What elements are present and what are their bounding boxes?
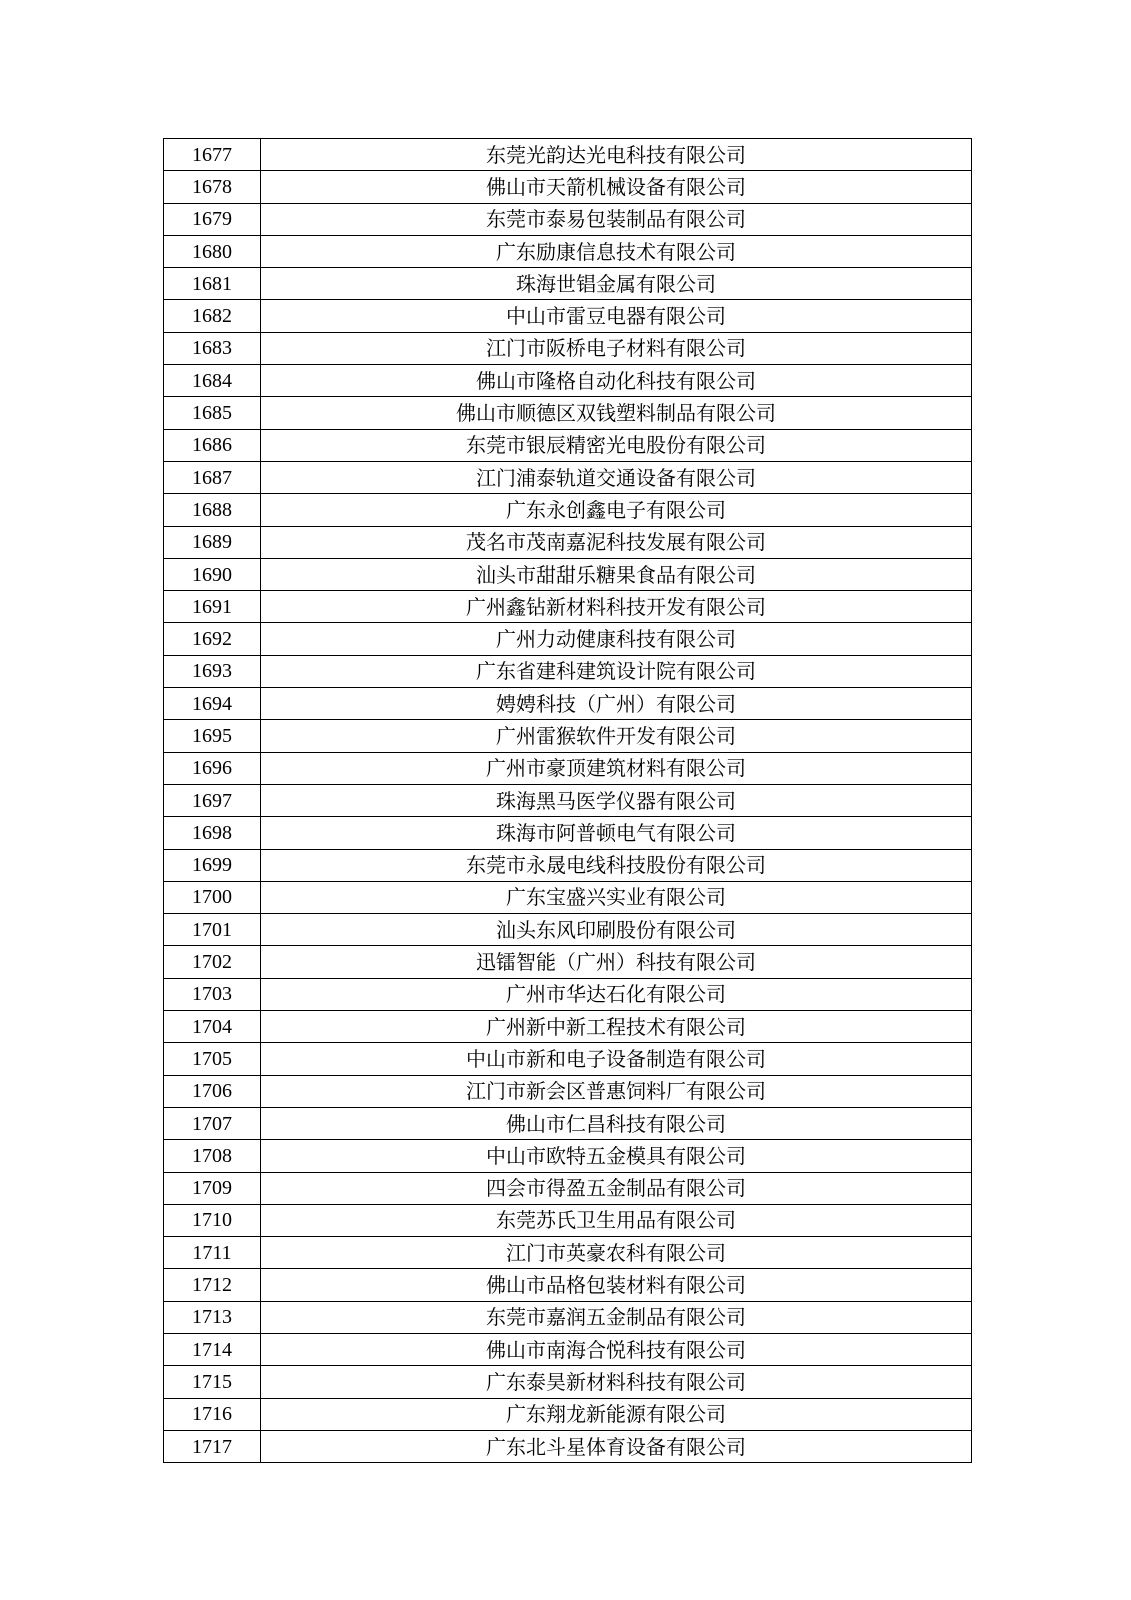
table-row xyxy=(164,1333,972,1365)
company-name: 广东翔龙新能源有限公司 xyxy=(261,1398,972,1430)
company-name: 四会市得盈五金制品有限公司 xyxy=(261,1172,972,1204)
row-number: 1687 xyxy=(164,461,261,493)
table-row xyxy=(164,946,972,978)
table-row xyxy=(164,1237,972,1269)
company-name: 佛山市品格包装材料有限公司 xyxy=(261,1269,972,1301)
row-number: 1710 xyxy=(164,1204,261,1236)
table-row xyxy=(164,720,972,752)
company-name: 广东泰昊新材料科技有限公司 xyxy=(261,1366,972,1398)
table-row xyxy=(164,1366,972,1398)
company-name: 珠海世锠金属有限公司 xyxy=(261,268,972,300)
row-number: 1712 xyxy=(164,1269,261,1301)
row-number: 1708 xyxy=(164,1140,261,1172)
table-row xyxy=(164,1430,972,1462)
table-row xyxy=(164,688,972,720)
company-name: 中山市欧特五金模具有限公司 xyxy=(261,1140,972,1172)
table-row xyxy=(164,849,972,881)
table-row xyxy=(164,1269,972,1301)
company-name: 汕头市甜甜乐糖果食品有限公司 xyxy=(261,558,972,590)
table-row xyxy=(164,752,972,784)
row-number: 1701 xyxy=(164,914,261,946)
row-number: 1704 xyxy=(164,1011,261,1043)
row-number: 1705 xyxy=(164,1043,261,1075)
table-row xyxy=(164,914,972,946)
table-row xyxy=(164,817,972,849)
company-name: 江门市阪桥电子材料有限公司 xyxy=(261,332,972,364)
company-name: 东莞市泰易包装制品有限公司 xyxy=(261,203,972,235)
company-list-table xyxy=(163,138,972,1463)
company-name: 江门浦泰轨道交通设备有限公司 xyxy=(261,461,972,493)
company-list-body xyxy=(164,139,972,1463)
table-row xyxy=(164,591,972,623)
row-number: 1697 xyxy=(164,784,261,816)
row-number: 1714 xyxy=(164,1333,261,1365)
company-name: 东莞市银辰精密光电股份有限公司 xyxy=(261,429,972,461)
company-name: 东莞苏氏卫生用品有限公司 xyxy=(261,1204,972,1236)
table-row xyxy=(164,1204,972,1236)
table-row xyxy=(164,171,972,203)
row-number: 1716 xyxy=(164,1398,261,1430)
table-row xyxy=(164,1301,972,1333)
row-number: 1679 xyxy=(164,203,261,235)
row-number: 1685 xyxy=(164,397,261,429)
row-number: 1709 xyxy=(164,1172,261,1204)
row-number: 1681 xyxy=(164,268,261,300)
table-row xyxy=(164,203,972,235)
company-name: 佛山市顺德区双钱塑料制品有限公司 xyxy=(261,397,972,429)
table-row xyxy=(164,1107,972,1139)
table-row xyxy=(164,1043,972,1075)
company-name: 广州新中新工程技术有限公司 xyxy=(261,1011,972,1043)
row-number: 1702 xyxy=(164,946,261,978)
table-row xyxy=(164,397,972,429)
row-number: 1717 xyxy=(164,1430,261,1462)
table-row xyxy=(164,268,972,300)
row-number: 1711 xyxy=(164,1237,261,1269)
row-number: 1686 xyxy=(164,429,261,461)
row-number: 1695 xyxy=(164,720,261,752)
table-row xyxy=(164,623,972,655)
company-name: 中山市雷豆电器有限公司 xyxy=(261,300,972,332)
row-number: 1713 xyxy=(164,1301,261,1333)
table-row xyxy=(164,300,972,332)
table-row xyxy=(164,235,972,267)
company-name: 江门市英豪农科有限公司 xyxy=(261,1237,972,1269)
row-number: 1688 xyxy=(164,494,261,526)
company-name: 珠海市阿普顿电气有限公司 xyxy=(261,817,972,849)
company-name: 东莞光韵达光电科技有限公司 xyxy=(261,139,972,171)
row-number: 1706 xyxy=(164,1075,261,1107)
row-number: 1703 xyxy=(164,978,261,1010)
row-number: 1690 xyxy=(164,558,261,590)
table-row xyxy=(164,655,972,687)
row-number: 1684 xyxy=(164,365,261,397)
company-name: 广州雷猴软件开发有限公司 xyxy=(261,720,972,752)
table-row xyxy=(164,784,972,816)
row-number: 1678 xyxy=(164,171,261,203)
company-name: 佛山市仁昌科技有限公司 xyxy=(261,1107,972,1139)
table-row xyxy=(164,494,972,526)
table-row xyxy=(164,1011,972,1043)
company-name: 广东省建科建筑设计院有限公司 xyxy=(261,655,972,687)
company-name: 迅镭智能（广州）科技有限公司 xyxy=(261,946,972,978)
company-name: 佛山市隆格自动化科技有限公司 xyxy=(261,365,972,397)
row-number: 1699 xyxy=(164,849,261,881)
table-row xyxy=(164,978,972,1010)
row-number: 1698 xyxy=(164,817,261,849)
row-number: 1707 xyxy=(164,1107,261,1139)
company-name: 娉娉科技（广州）有限公司 xyxy=(261,688,972,720)
row-number: 1682 xyxy=(164,300,261,332)
table-row xyxy=(164,1398,972,1430)
company-name: 广州力动健康科技有限公司 xyxy=(261,623,972,655)
table-row xyxy=(164,558,972,590)
row-number: 1680 xyxy=(164,235,261,267)
company-name: 佛山市天箭机械设备有限公司 xyxy=(261,171,972,203)
table-row xyxy=(164,1140,972,1172)
table-row xyxy=(164,332,972,364)
company-name: 广州市华达石化有限公司 xyxy=(261,978,972,1010)
table-row xyxy=(164,1075,972,1107)
company-name: 东莞市永晟电线科技股份有限公司 xyxy=(261,849,972,881)
company-name: 中山市新和电子设备制造有限公司 xyxy=(261,1043,972,1075)
table-row xyxy=(164,139,972,171)
company-name: 东莞市嘉润五金制品有限公司 xyxy=(261,1301,972,1333)
company-name: 江门市新会区普惠饲料厂有限公司 xyxy=(261,1075,972,1107)
table-row xyxy=(164,881,972,913)
company-name: 茂名市茂南嘉泥科技发展有限公司 xyxy=(261,526,972,558)
table-row xyxy=(164,365,972,397)
table-row xyxy=(164,1172,972,1204)
company-name: 广州鑫钻新材料科技开发有限公司 xyxy=(261,591,972,623)
company-name: 广州市豪顶建筑材料有限公司 xyxy=(261,752,972,784)
row-number: 1715 xyxy=(164,1366,261,1398)
row-number: 1677 xyxy=(164,139,261,171)
row-number: 1700 xyxy=(164,881,261,913)
row-number: 1692 xyxy=(164,623,261,655)
table-row xyxy=(164,526,972,558)
company-name: 广东永创鑫电子有限公司 xyxy=(261,494,972,526)
company-name: 广东宝盛兴实业有限公司 xyxy=(261,881,972,913)
table-row xyxy=(164,429,972,461)
company-name: 汕头东风印刷股份有限公司 xyxy=(261,914,972,946)
row-number: 1696 xyxy=(164,752,261,784)
row-number: 1691 xyxy=(164,591,261,623)
company-name: 珠海黑马医学仪器有限公司 xyxy=(261,784,972,816)
row-number: 1689 xyxy=(164,526,261,558)
row-number: 1694 xyxy=(164,688,261,720)
company-name: 佛山市南海合悦科技有限公司 xyxy=(261,1333,972,1365)
row-number: 1683 xyxy=(164,332,261,364)
company-name: 广东励康信息技术有限公司 xyxy=(261,235,972,267)
row-number: 1693 xyxy=(164,655,261,687)
company-name: 广东北斗星体育设备有限公司 xyxy=(261,1430,972,1462)
table-row xyxy=(164,461,972,493)
